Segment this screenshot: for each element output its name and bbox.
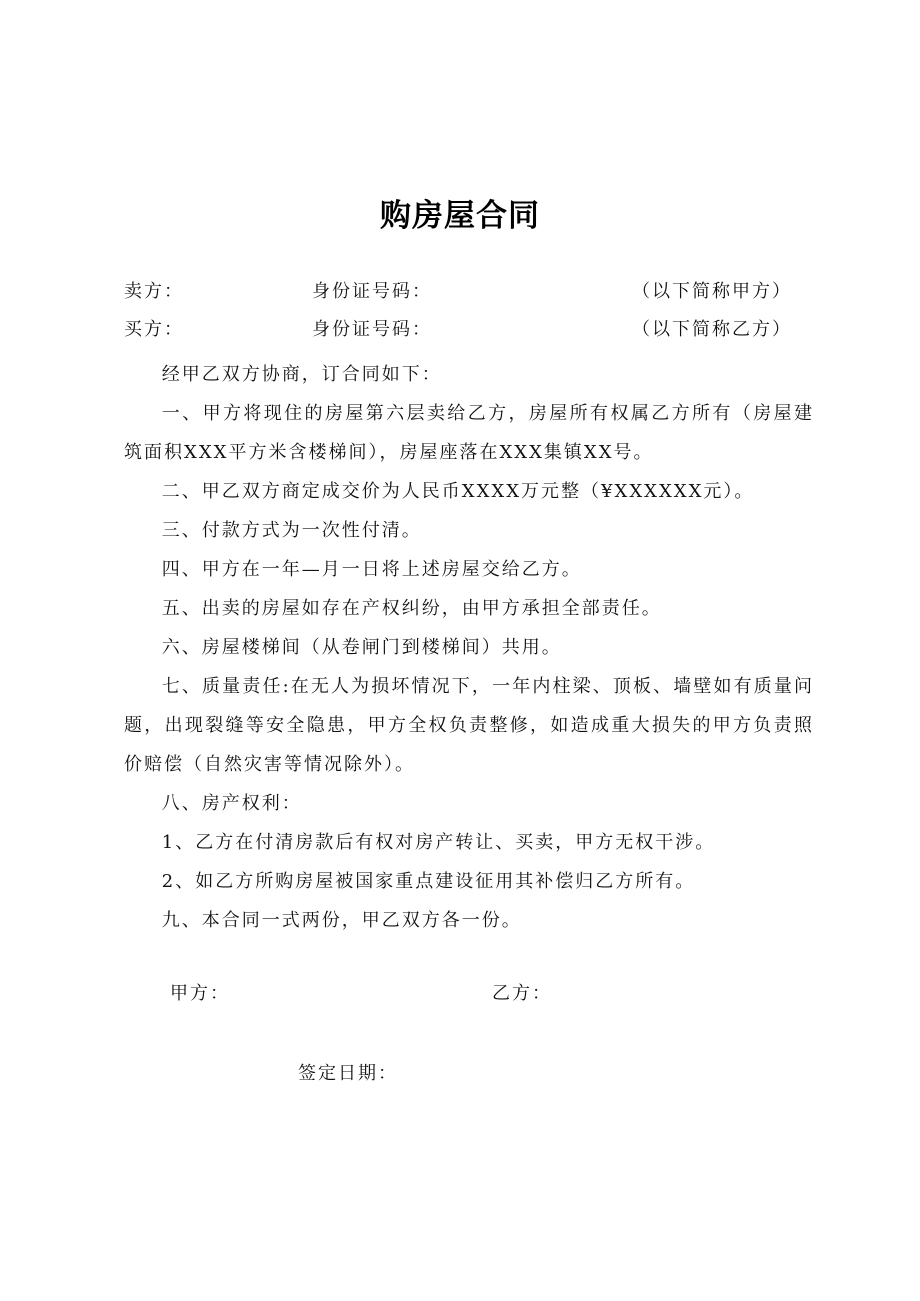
party-a-signature-label: 甲方： — [170, 983, 230, 1004]
buyer-row — [124, 317, 814, 343]
signing-date-label: 签定日期： — [298, 1063, 398, 1084]
clause-9: 九、本合同一式两份，甲乙双方各一份。 — [161, 910, 522, 931]
seller-id-label: 身份证号码： — [312, 281, 432, 302]
seller-row — [124, 279, 814, 305]
clause-5: 五、出卖的房屋如存在产权纠纷，由甲方承担全部责任。 — [161, 598, 662, 619]
buyer-label: 买方： — [124, 319, 184, 340]
clause-1: 一、甲方将现住的房屋第六层卖给乙方，房屋所有权属乙方所有（房屋建筑面积XXX平方米含楼梯间），房屋座落在XXX集镇XX号。 — [124, 403, 814, 463]
seller-alias: （以下简称甲方） — [632, 281, 792, 302]
document-title: 购房屋合同 — [380, 198, 540, 234]
clause-8: 八、房产权利： — [161, 793, 302, 814]
buyer-alias: （以下简称乙方） — [632, 319, 792, 340]
clause-6: 六、房屋楼梯间（从卷闸门到楼梯间）共用。 — [161, 637, 562, 658]
clause-3: 三、付款方式为一次性付清。 — [161, 520, 422, 541]
clause-8-item-2: 2、如乙方所购房屋被国家重点建设征用其补偿归乙方所有。 — [161, 871, 696, 892]
contract-body — [124, 355, 814, 940]
intro-paragraph: 经甲乙双方协商，订合同如下： — [161, 364, 442, 385]
clause-7: 七、质量责任:在无人为损坏情况下，一年内柱梁、顶板、墙壁如有质量问题，出现裂缝等安全隐患，甲方全权负责整修，如造成重大损失的甲方负责照价赔偿（自然灾害等情况除外）。 — [124, 676, 814, 775]
clause-8-item-1: 1、乙方在付清房款后有权对房产转让、买卖，甲方无权干涉。 — [161, 832, 716, 853]
seller-label: 卖方： — [124, 281, 184, 302]
clause-2: 二、甲乙双方商定成交价为人民币XXXX万元整（¥XXXXXX元）。 — [161, 481, 755, 502]
clause-4: 四、甲方在一年—月一日将上述房屋交给乙方。 — [161, 559, 582, 580]
party-b-signature-label: 乙方： — [492, 983, 552, 1004]
buyer-id-label: 身份证号码： — [312, 319, 432, 340]
